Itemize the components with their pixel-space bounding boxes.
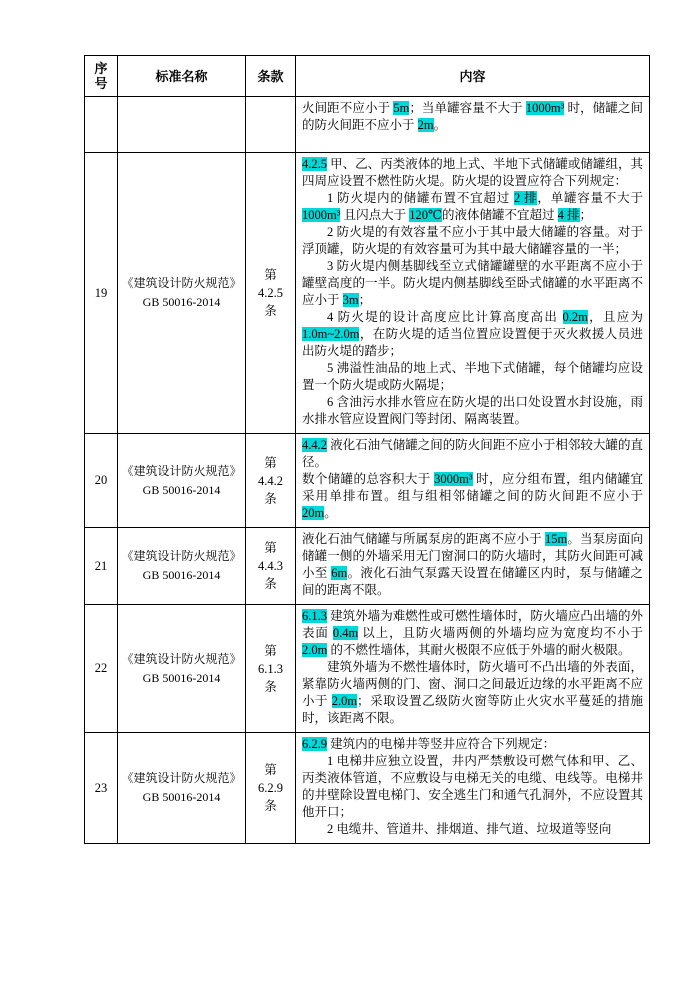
serial-cell: 20 — [85, 434, 118, 528]
clause-line: 4.4.3 — [258, 559, 283, 573]
clause-line: 4.4.2 — [258, 473, 283, 488]
standard-name-cell — [118, 733, 246, 844]
content-text: 时，储罐之间的防火间距不应小于 — [302, 101, 643, 132]
content-text: ；采取设置乙级防火窗等防止火灾水平蔓延的措施时，该距离不限。 — [302, 694, 643, 725]
content-text: 4 防火堤的设计高度应比计算高度高出 — [327, 310, 563, 324]
clause-line: 第 — [264, 763, 277, 777]
highlighted-text: 3000m³ — [434, 472, 473, 486]
clause-line: 条 — [264, 679, 277, 694]
table-header — [85, 56, 650, 97]
highlighted-text: 2.0m — [302, 643, 328, 657]
column-header-name: 标准名称 — [118, 56, 246, 97]
highlighted-text: 2m — [417, 118, 434, 132]
standard-name-line: 《建筑设计防火规范》 — [121, 276, 242, 290]
highlighted-text: 120℃ — [409, 208, 442, 222]
content-paragraph — [302, 156, 643, 190]
content-cell — [296, 153, 650, 434]
clause-line: 6.2.9 — [258, 781, 283, 795]
content-paragraph — [302, 531, 643, 599]
highlighted-text: 20m — [302, 506, 325, 520]
clause-line: 条 — [264, 304, 277, 318]
clause-cell — [246, 605, 296, 733]
standard-name-cell — [118, 605, 246, 733]
standard-name-line: GB 50016-2014 — [142, 670, 221, 685]
clause-cell — [246, 434, 296, 528]
content-text: 建筑外墙为难燃性或可燃性墙体时，防火墙应凸出墙的外表面 — [302, 609, 643, 640]
standard-name-line: GB 50016-2014 — [142, 295, 221, 309]
content-cell — [296, 605, 650, 733]
content-text: 建筑外墙为不燃性墙体时，防火墙可不凸出墙的外表面，紧靠防火墙两侧的门、窗、洞口之间最近边缘的水平距离不应小于 — [302, 660, 643, 708]
content-text: 5 沸溢性油品的地上式、半地下式储罐，每个储罐均应设置一个防火堤或防火隔堤； — [302, 361, 643, 392]
content-cell — [296, 733, 650, 844]
clause-line: 6.1.3 — [258, 661, 283, 676]
clause-line: 第 — [264, 268, 277, 282]
column-header-no: 序号 — [85, 56, 118, 97]
content-paragraph — [302, 821, 643, 838]
content-text: ，且应为 — [587, 310, 643, 324]
content-paragraph — [302, 471, 643, 522]
highlighted-text: 1000m³ — [525, 101, 565, 115]
content-text: 时，应分组布置，组内储罐宜采用单排布置。组与组相邻储罐之间的防火间距不应小于 — [302, 472, 643, 503]
content-text: 以上，且防火墙两侧的外墙均应为宽度均不小于 — [358, 626, 643, 640]
content-paragraph — [302, 360, 643, 394]
content-text: ，在防火堤的适当位置应设置便于灭火救援人员进出防火堤的踏步； — [302, 327, 643, 358]
clause-cell — [246, 153, 296, 434]
standard-name-cell — [118, 528, 246, 605]
content-paragraph — [302, 394, 643, 428]
clause-line: 第 — [264, 643, 277, 658]
table-row — [85, 153, 650, 434]
content-paragraph — [302, 258, 643, 309]
standard-name-cell — [118, 97, 246, 153]
column-header-content: 内容 — [296, 56, 650, 97]
content-text: ；当单罐容量不大于 — [409, 101, 526, 115]
table-row — [85, 97, 650, 153]
highlighted-text: 4.2.5 — [302, 157, 327, 171]
serial-cell: 19 — [85, 153, 118, 434]
column-header-clause: 条款 — [246, 56, 296, 97]
content-text: 6 含油污水排水管应在防火堤的出口处设置水封设施，雨水排水管应设置阀门等封闭、隔离装置。 — [302, 395, 643, 426]
header-row — [85, 56, 650, 97]
standard-name-line: 《建筑设计防火规范》 — [121, 463, 242, 478]
content-cell — [296, 97, 650, 153]
serial-cell: 22 — [85, 605, 118, 733]
highlighted-text: 4 排 — [557, 208, 580, 222]
highlighted-text: 2 排 — [513, 191, 538, 205]
serial-cell: 21 — [85, 528, 118, 605]
content-text: 。液化石油气泵露天设置在储罐区内时，泵与储罐之间的距离不限。 — [302, 566, 643, 597]
highlighted-text: 0.4m — [332, 626, 359, 640]
content-text: 甲、乙、丙类液体的地上式、半地下式储罐或储罐组，其四周应设置不燃性防火堤。防火堤的设置应符合下列规定： — [302, 157, 643, 188]
highlighted-text: 1.0m~2.0m — [302, 327, 360, 341]
content-text: 建筑内的电梯井等竖井应符合下列规定： — [327, 737, 556, 751]
clause-cell — [246, 528, 296, 605]
serial-cell — [85, 97, 118, 153]
content-text: 2 防火堤的有效容量不应小于其中最大储罐的容量。对于浮顶罐，防火堤的有效容量可为其中最大储罐容量的一半； — [302, 225, 643, 256]
content-paragraph — [302, 190, 643, 224]
standard-name-cell — [118, 434, 246, 528]
table-body — [85, 97, 650, 844]
clause-line: 第 — [264, 541, 277, 555]
highlighted-text: 3m — [342, 293, 359, 307]
highlighted-text: 0.2m — [562, 310, 588, 324]
standards-table — [84, 55, 650, 844]
content-cell — [296, 434, 650, 528]
serial-cell: 23 — [85, 733, 118, 844]
highlighted-text: 6.1.3 — [302, 609, 327, 623]
content-text: 液化石油气储罐与所属泵房的距离不应小于 — [302, 532, 546, 546]
content-text: 。 — [324, 506, 337, 520]
standard-name-cell — [118, 153, 246, 434]
content-text: 液化石油气储罐之间的防火间距不应小于相邻较大罐的直径。 — [302, 438, 643, 469]
content-text: 的液体储罐不宜超过 — [441, 208, 558, 222]
clause-cell — [246, 97, 296, 153]
content-paragraph — [302, 659, 643, 727]
highlighted-text: 1000m³ — [302, 208, 341, 222]
highlighted-text: 5m — [393, 101, 410, 115]
content-text: ； — [579, 208, 593, 222]
content-text: 1 电梯井应独立设置，井内严禁敷设可燃气体和甲、乙、丙类液体管道，不应敷设与电梯无关的电缆、电线等。电梯井的井壁除设置电梯门、安全逃生门和通气孔洞外，不应设置其他开口； — [302, 754, 643, 819]
clause-line: 条 — [264, 799, 277, 813]
content-text: 。当泵房面向储罐一侧的外墙采用无门窗洞口的防火墙时，其防火间距可减小至 — [302, 532, 643, 580]
table-row — [85, 605, 650, 733]
content-cell — [296, 528, 650, 605]
content-paragraph — [302, 736, 643, 753]
content-paragraph — [302, 437, 643, 471]
content-text: 2 电缆井、管道井、排烟道、排气道、垃圾道等竖向 — [327, 822, 612, 836]
content-paragraph — [302, 100, 643, 134]
highlighted-text: 2.0m — [331, 694, 358, 708]
standard-name-line: GB 50016-2014 — [142, 568, 221, 582]
clause-line: 条 — [264, 577, 277, 591]
content-text: ； — [358, 293, 372, 307]
standard-name-line: 《建筑设计防火规范》 — [121, 651, 242, 666]
content-text: 的不燃性墙体，其耐火极限不应低于外墙的耐火极限。 — [327, 643, 631, 657]
clause-line: 4.2.5 — [258, 286, 283, 300]
table-row — [85, 528, 650, 605]
standard-name-line: 《建筑设计防火规范》 — [121, 771, 242, 785]
standard-name-line: 《建筑设计防火规范》 — [121, 549, 242, 563]
clause-line: 条 — [264, 491, 277, 506]
highlighted-text: 6.2.9 — [302, 737, 327, 751]
content-text: 火间距不应小于 — [302, 101, 394, 115]
content-paragraph — [302, 309, 643, 360]
content-text: 3 防火堤内侧基脚线至立式储罐罐壁的水平距离不应小于罐壁高度的一半。防火堤内侧基脚线至卧式储罐的水平距离不应小于 — [302, 259, 643, 307]
table-row — [85, 434, 650, 528]
content-paragraph — [302, 608, 643, 659]
clause-cell — [246, 733, 296, 844]
content-paragraph — [302, 224, 643, 258]
clause-line: 第 — [264, 455, 277, 470]
table-row — [85, 733, 650, 844]
highlighted-text: 6m — [331, 566, 348, 580]
standard-name-line: GB 50016-2014 — [142, 790, 221, 804]
content-text: 且闪点大于 — [340, 208, 410, 222]
document-page — [84, 55, 649, 844]
content-text: 。 — [433, 118, 447, 132]
highlighted-text: 4.4.2 — [302, 438, 327, 452]
standard-name-line: GB 50016-2014 — [142, 482, 221, 497]
content-paragraph — [302, 753, 643, 821]
content-text: 1 防火堤内的储罐布置不宜超过 — [327, 191, 514, 205]
content-text: ，单罐容量不大于 — [537, 191, 643, 205]
content-text: 数个储罐的总容积大于 — [302, 472, 435, 486]
highlighted-text: 15m — [545, 532, 568, 546]
